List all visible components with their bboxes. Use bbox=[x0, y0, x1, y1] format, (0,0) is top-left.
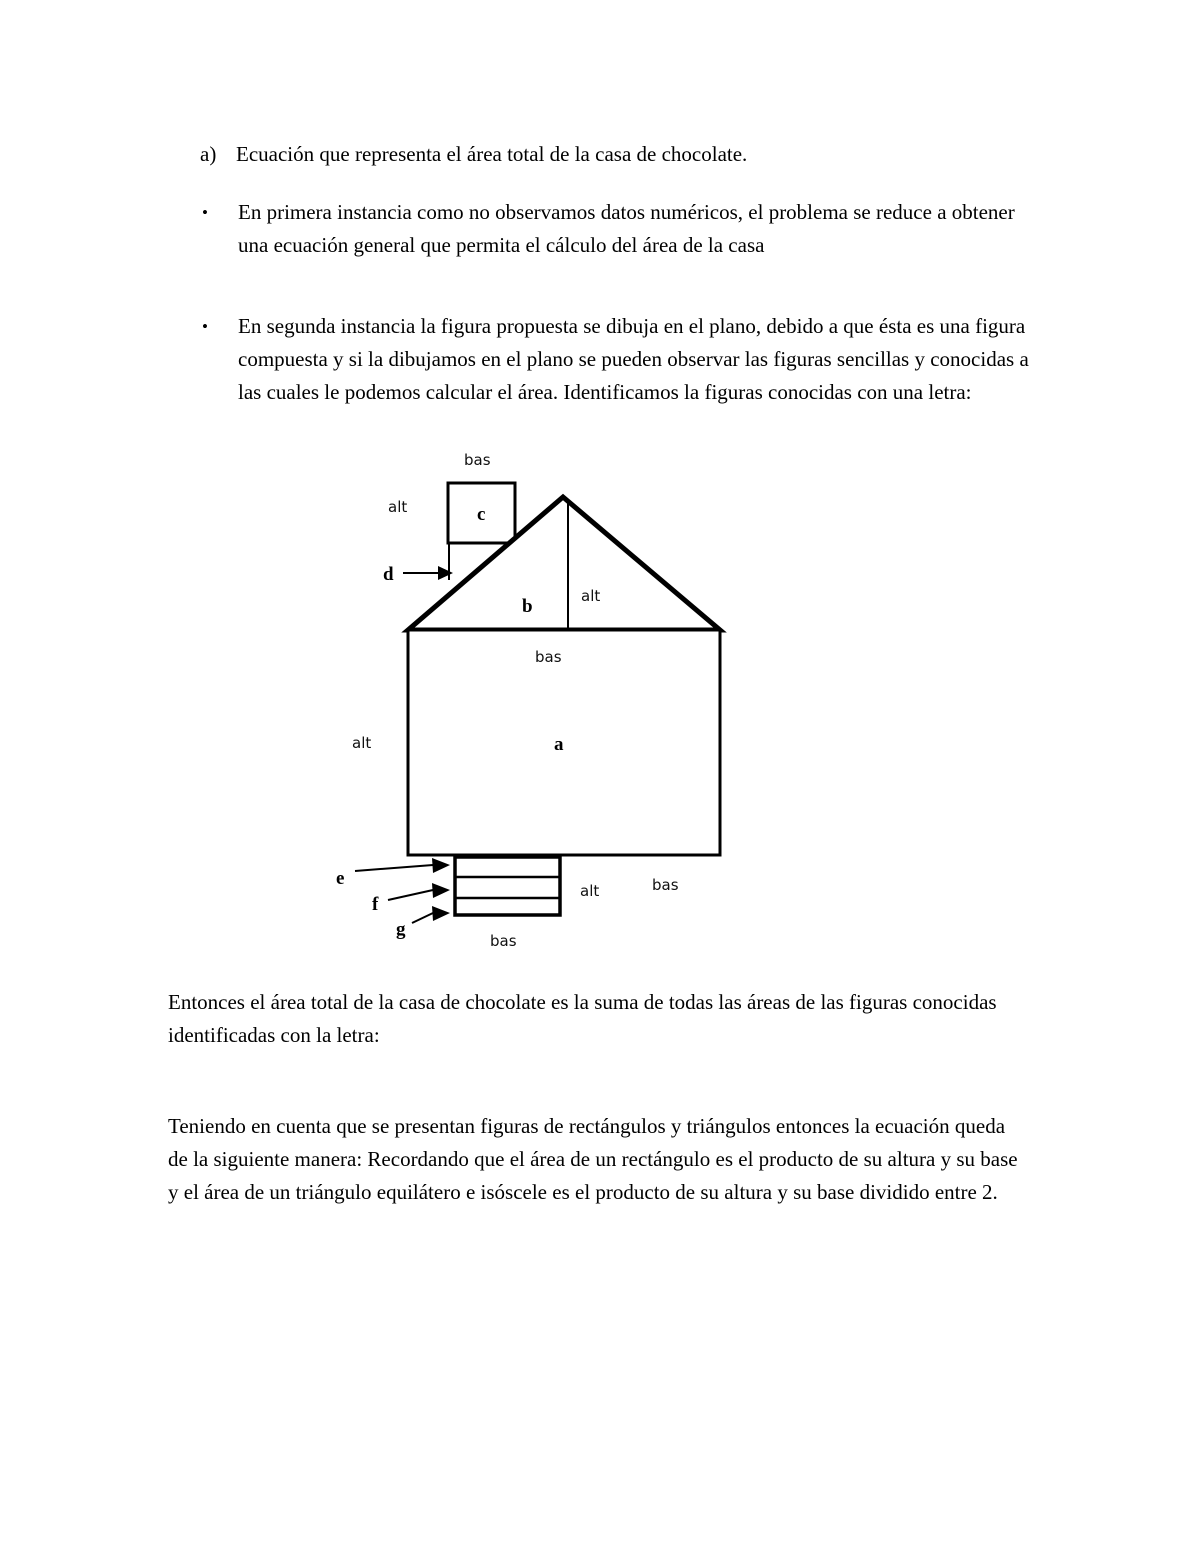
bullet-marker-1: • bbox=[202, 203, 208, 222]
label-door-base: bas bbox=[490, 932, 517, 950]
region-letter-g: g bbox=[396, 919, 406, 940]
arrow-head-g bbox=[432, 906, 450, 921]
chocolate-house-diagram bbox=[300, 440, 780, 960]
label-body-height: alt bbox=[352, 734, 372, 752]
arrow-head-d bbox=[438, 566, 453, 580]
list-item-bullet-1 bbox=[200, 196, 1040, 262]
list-item-bullet-2 bbox=[200, 310, 1040, 409]
arrow-line-g bbox=[412, 913, 433, 923]
house-body-rectangle bbox=[408, 630, 720, 855]
region-letter-d: d bbox=[383, 564, 394, 585]
paragraph-final: Teniendo en cuenta que se presentan figuras de rectángulos y triángulos entonces la ecuación queda de la siguiente manera: Recordando que el área de un rectángulo es el producto de su altura y su base y el área de un triángulo equilátero e isóscele es el producto de su altura y su base dividido entre 2. bbox=[168, 1114, 1018, 1204]
region-letter-e: e bbox=[336, 868, 345, 889]
list-item-bullet-2-text: En segunda instancia la figura propuesta se dibuja en el plano, debido a que ésta es una figura compuesta y si la dibujamos en el plano se pueden observar las figuras sencillas y conocidas a las cuales le podemos calcular el área. Identificamos la figuras conocidas con una letra: bbox=[238, 314, 1029, 404]
region-letter-b: b bbox=[522, 596, 533, 617]
door-rectangle bbox=[455, 857, 560, 915]
label-roof-height: alt bbox=[581, 587, 601, 605]
paragraph-after-figure: Entonces el área total de la casa de chocolate es la suma de todas las áreas de las figuras conocidas identificadas con la letra: bbox=[168, 990, 997, 1047]
list-item-a bbox=[200, 138, 1000, 171]
label-roof-base: bas bbox=[535, 648, 562, 666]
label-chimney-height: alt bbox=[388, 498, 408, 516]
label-body-base: bas bbox=[652, 876, 679, 894]
list-marker-a: a) bbox=[200, 142, 217, 166]
region-letter-c: c bbox=[477, 504, 486, 525]
arrow-head-e bbox=[432, 858, 450, 873]
region-letter-f: f bbox=[372, 894, 379, 915]
arrow-line-e bbox=[355, 865, 433, 871]
list-item-a-text: Ecuación que representa el área total de la casa de chocolate. bbox=[236, 142, 748, 166]
label-chimney-base: bas bbox=[464, 451, 491, 469]
label-door-height: alt bbox=[580, 882, 600, 900]
list-item-bullet-1-text: En primera instancia como no observamos datos numéricos, el problema se reduce a obtener una ecuación general que permita el cálculo del área de la casa bbox=[238, 200, 1015, 257]
region-letter-a: a bbox=[554, 734, 564, 755]
arrow-line-f bbox=[388, 890, 433, 900]
bullet-marker-2: • bbox=[202, 317, 208, 336]
arrow-head-f bbox=[432, 883, 450, 898]
